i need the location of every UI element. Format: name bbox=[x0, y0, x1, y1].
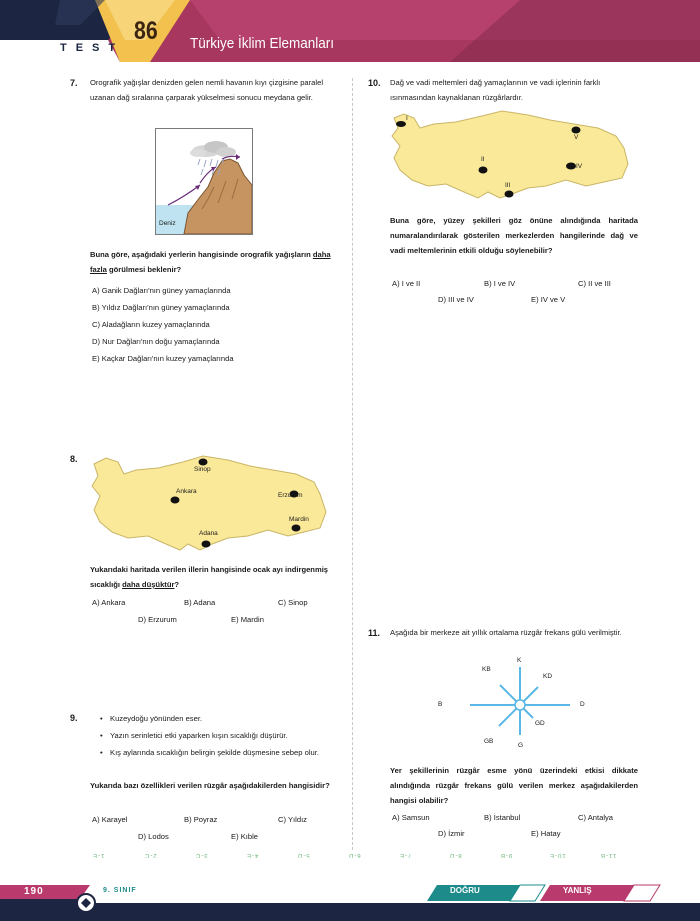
direction-g: G bbox=[518, 742, 524, 749]
column-divider bbox=[352, 78, 353, 850]
q8-stem-part2: ? bbox=[174, 580, 180, 589]
q11-option-b[interactable]: B) İstanbul bbox=[484, 813, 521, 822]
direction-k: K bbox=[517, 657, 522, 664]
q10-option-d[interactable]: D) III ve IV bbox=[438, 295, 474, 304]
ankara-dot bbox=[171, 497, 180, 504]
page-header bbox=[0, 0, 700, 62]
q9-number: 9. bbox=[70, 713, 78, 723]
correct-count-label: DOĞRU bbox=[450, 886, 480, 895]
q8-option-e[interactable]: E) Mardin bbox=[231, 615, 264, 624]
q8-number: 8. bbox=[70, 454, 78, 464]
footer-banner bbox=[0, 873, 700, 921]
direction-b: B bbox=[438, 701, 443, 708]
city-label-ankara: Ankara bbox=[176, 488, 197, 495]
answer-key-8: 8-D bbox=[449, 852, 462, 858]
map-label-iv: IV bbox=[576, 163, 583, 170]
q10-number: 10. bbox=[368, 78, 381, 88]
point-v-dot bbox=[572, 127, 581, 134]
test-number: 86 bbox=[134, 17, 158, 45]
q9-stem: Yukarıda bazı özellikleri verilen rüzgâr aşağıdakilerden hangisidir? bbox=[90, 781, 330, 790]
page-number: 190 bbox=[24, 886, 44, 897]
orographic-figure bbox=[155, 128, 253, 235]
q8-stem bbox=[90, 562, 338, 592]
map-label-i: I bbox=[406, 115, 408, 122]
q11-option-e[interactable]: E) Hatay bbox=[531, 829, 561, 838]
q8-option-b[interactable]: B) Adana bbox=[184, 598, 216, 607]
answer-key-9: 9-B bbox=[500, 852, 513, 858]
q7-option-d[interactable]: D) Nur Dağları'nın doğu yamaçlarında bbox=[92, 337, 220, 346]
city-label-erzurum: Erzurum bbox=[278, 492, 303, 499]
q8-stem-emphasis: daha düşüktür bbox=[122, 580, 175, 589]
q7-option-c[interactable]: C) Aladağların kuzey yamaçlarında bbox=[92, 320, 210, 329]
map-label-iii: III bbox=[505, 182, 511, 189]
direction-kd: KD bbox=[543, 673, 553, 680]
q9-bullet-3: • Kış aylarında sıcaklığın belirgin şekilde düşmesine sebep olur. bbox=[110, 745, 338, 760]
q10-option-b[interactable]: B) I ve IV bbox=[484, 279, 516, 288]
grade-label: 9. SINIF bbox=[103, 887, 137, 894]
direction-kb: KB bbox=[482, 666, 491, 673]
q11-stem: Yer şekillerinin rüzgâr esme yönü üzerindeki etkisi dikkate alındığında rüzgâr frekans gülü verilen merkez aşağıdakilerden hangisi olabilir? bbox=[390, 766, 638, 805]
q10-option-e[interactable]: E) IV ve V bbox=[531, 295, 566, 304]
direction-d: D bbox=[580, 701, 585, 708]
q7-option-e[interactable]: E) Kaçkar Dağları'nın kuzey yamaçlarında bbox=[92, 354, 234, 363]
q7-stem-part2: görülmesi beklenir? bbox=[106, 265, 182, 274]
map-label-v: V bbox=[574, 134, 579, 141]
q7-option-a[interactable]: A) Ganik Dağları'nın güney yamaçlarında bbox=[92, 286, 231, 295]
q10-stem: Buna göre, yüzey şekilleri göz önüne alındığında haritada numaralandırılarak gösterilen merkezlerden hangilerinde dağ ve vadi meltemlerinin etkili olduğu söylenebilir? bbox=[390, 216, 638, 255]
test-label: TEST bbox=[60, 42, 125, 54]
wrong-count-label: YANLIŞ bbox=[563, 886, 592, 895]
answer-key-4: 4-E bbox=[246, 852, 259, 858]
point-iii-dot bbox=[505, 191, 514, 198]
map-label-ii: II bbox=[481, 156, 485, 163]
direction-gd: GD bbox=[535, 720, 545, 727]
q7-option-b[interactable]: B) Yıldız Dağları'nın güney yamaçlarında bbox=[92, 303, 230, 312]
q11-text: Aşağıda bir merkeze ait yıllık ortalama rüzgâr frekans gülü verilmiştir. bbox=[390, 628, 622, 637]
q7-text: Orografik yağışlar denizden gelen nemli havanın kıyı çizgisine paralel uzanan dağ sıralarına çarparak yükselmesi sonucu meydana gelir. bbox=[90, 78, 323, 102]
q8-option-d[interactable]: D) Erzurum bbox=[138, 615, 177, 624]
mardin-dot bbox=[292, 525, 301, 532]
q10-text: Dağ ve vadi meltemleri dağ yamaçlarının ve vadi içlerinin farklı ısınmasından kaynaklanan rüzgârlardır. bbox=[390, 78, 601, 102]
answer-key-11: 11-B bbox=[600, 852, 617, 858]
q8-option-c[interactable]: C) Sinop bbox=[278, 598, 308, 607]
q8-option-a[interactable]: A) Ankara bbox=[92, 598, 126, 607]
page-footer bbox=[0, 873, 700, 921]
orographic-diagram bbox=[156, 129, 252, 234]
q9-option-d[interactable]: D) Lodos bbox=[138, 832, 169, 841]
answer-key-2: 2-C bbox=[144, 852, 157, 858]
q9-option-b[interactable]: B) Poyraz bbox=[184, 815, 218, 824]
q9-bullet-1: • Kuzeydoğu yönünden eser. bbox=[110, 714, 338, 723]
q7-stem-emphasis: daha fazla bbox=[90, 250, 331, 274]
answer-key-5: 5-D bbox=[297, 852, 310, 858]
q10-option-a[interactable]: A) I ve II bbox=[392, 279, 421, 288]
answer-key-1: 1-E bbox=[92, 852, 105, 858]
sea-label: Deniz bbox=[159, 220, 176, 227]
point-iv-dot bbox=[566, 163, 576, 170]
city-label-mardin: Mardin bbox=[289, 516, 309, 523]
page-title: Türkiye İklim Elemanları bbox=[190, 35, 335, 52]
point-ii-dot bbox=[479, 167, 488, 174]
answer-key-10: 10-E bbox=[549, 852, 566, 858]
q9-option-a[interactable]: A) Karayel bbox=[92, 815, 128, 824]
adana-dot bbox=[202, 541, 211, 548]
q9-bullet-2: • Yazın serinletici etki yaparken kışın sıcaklığı düşürür. bbox=[110, 731, 338, 740]
q11-option-a[interactable]: A) Samsun bbox=[392, 813, 430, 822]
answer-key-3: 3-C bbox=[195, 852, 208, 858]
q8-stem-part1: Yukarıdaki haritada verilen illerin hangisinde ocak ayı indirgenmiş sıcaklığı bbox=[90, 565, 329, 589]
answer-key-6: 6-D bbox=[348, 852, 361, 858]
q11-option-d[interactable]: D) İzmir bbox=[438, 829, 465, 838]
direction-gb: GB bbox=[484, 738, 494, 745]
q9-option-e[interactable]: E) Kıble bbox=[231, 832, 259, 841]
q11-number: 11. bbox=[368, 628, 381, 638]
city-label-adana: Adana bbox=[199, 530, 218, 537]
q7-stem-part1: Buna göre, aşağıdaki yerlerin hangisinde orografik yağışların bbox=[90, 250, 313, 259]
point-i-dot bbox=[396, 121, 406, 127]
q7-stem bbox=[90, 247, 338, 277]
q9-option-c[interactable]: C) Yıldız bbox=[278, 815, 307, 824]
q10-option-c[interactable]: C) II ve III bbox=[578, 279, 611, 288]
q7-number: 7. bbox=[70, 78, 78, 88]
city-label-sinop: Sinop bbox=[194, 466, 211, 473]
answer-key-7: 7-E bbox=[399, 852, 412, 858]
sinop-dot bbox=[199, 459, 208, 466]
q11-option-c[interactable]: C) Antalya bbox=[578, 813, 614, 822]
